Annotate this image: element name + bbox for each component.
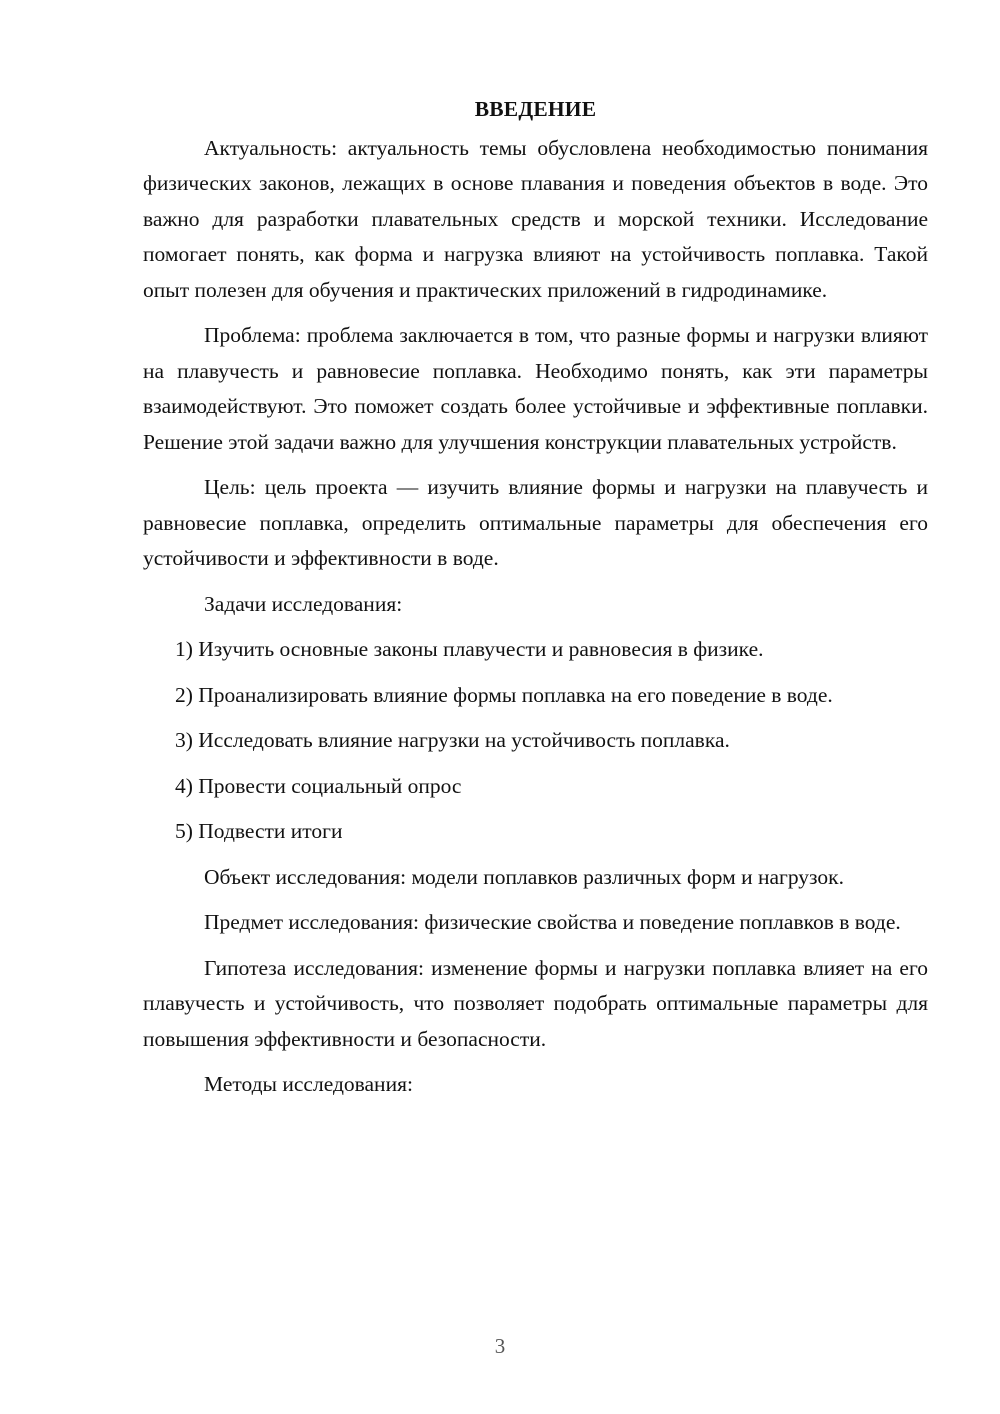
- paragraph-subject: Предмет исследования: физические свойства и поведение поплавков в воде.: [204, 910, 901, 934]
- task-item-4: 4) Провести социальный опрос: [175, 773, 462, 798]
- task-item-1: 1) Изучить основные законы плавучести и равновесия в физике.: [175, 637, 764, 661]
- task-item-2: 2) Проанализировать влияние формы поплавка на его поведение в воде.: [175, 682, 833, 707]
- section-title: ВВЕДЕНИЕ: [474, 97, 597, 121]
- task-item-3: 3) Исследовать влияние нагрузки на устойчивость поплавка.: [175, 728, 730, 752]
- paragraph-problem: Проблема: проблема заключается в том, что разные формы и нагрузки влияют на плавучесть и равновесие поплавка. Необходимо понять, как эти параметры взаимодействуют. Это поможет создать более устойчивые и эффективные поплавки. Решение этой задачи важно для улучшения конструкции плавательных устройств.: [143, 323, 928, 454]
- paragraph-goal: Цель: цель проекта — изучить влияние формы и нагрузки на плавучесть и равновесие поплавка, определить оптимальные параметры для обеспечения его устойчивости и эффективности в воде.: [143, 475, 928, 570]
- page-number: 3: [494, 1334, 506, 1358]
- page-body: [143, 92, 928, 1113]
- paragraph-tasks-heading: Задачи исследования:: [204, 591, 403, 616]
- paragraph-object: Объект исследования: модели поплавков различных форм и нагрузок.: [204, 864, 844, 889]
- task-item-5: 5) Подвести итоги: [175, 819, 343, 843]
- paragraph-methods: Методы исследования:: [204, 1072, 413, 1096]
- paragraph-hypothesis: Гипотеза исследования: изменение формы и нагрузки поплавка влияет на его плавучесть и устойчивость, что позволяет подобрать оптимальные параметры для повышения эффективности и безопасности.: [143, 955, 928, 1051]
- paragraph-relevance: Актуальность: актуальность темы обусловлена необходимостью понимания физических законов, лежащих в основе плавания и поведения объектов в воде. Это важно для разработки плавательных средств и морской техники. Исследование помогает понять, как форма и нагрузка влияют на устойчивость поплавка. Такой опыт полезен для обучения и практических приложений в гидродинамике.: [143, 135, 928, 302]
